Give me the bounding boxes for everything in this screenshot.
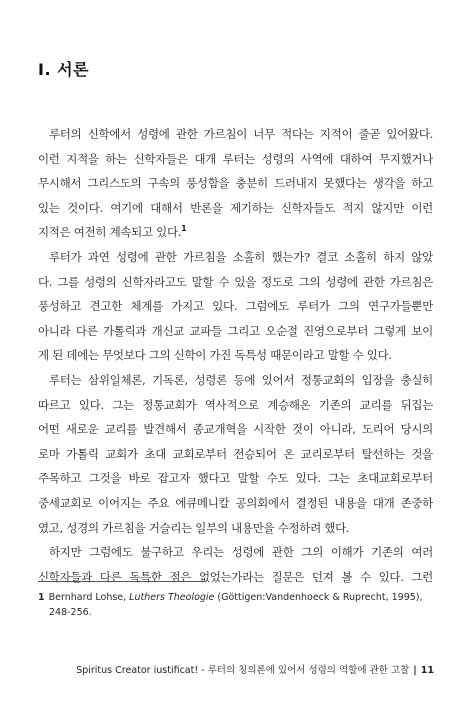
body-line: 루터의 신학에서 성령에 관한 가르침이 너무 적다는 지적이 줄곧 있어왔다. xyxy=(49,127,433,141)
body-line: 풍성하고 견고한 체계를 가지고 있다. 그럼에도 루터가 그의 연구가들뿐만 xyxy=(38,299,433,314)
footnote-line: 248-256. xyxy=(49,607,92,618)
body-line: 게 된 데에는 무엇보다 그의 신학이 가진 독특성 때문이라고 말할 수 있다. xyxy=(38,348,392,363)
body-text xyxy=(38,122,433,589)
body-line: 신학자들과 다른 독특한 점은 없었는가라는 질문은 던져 볼 수 있다. 그런 xyxy=(38,569,433,584)
running-footer xyxy=(76,664,434,678)
body-line: 다. 그를 성령의 신학자라고도 말할 수 있을 정도로 그의 성령에 관한 가르침은 xyxy=(38,274,433,289)
body-line: 주목하고 그것을 바로 잡고자 했다고 말할 수도 있다. 그는 초대교회로부터 xyxy=(38,471,433,486)
book-title: Luthers Theologie xyxy=(129,592,215,603)
body-line-with-footnote xyxy=(38,220,433,245)
section-heading: I. 서론 xyxy=(38,60,90,79)
body-line: 루터가 과연 성령에 관한 가르침을 소홀히 했는가? 결코 소홀히 하지 않았 xyxy=(49,249,433,264)
footnote-line xyxy=(38,590,438,605)
body-line: 하지만 그럼에도 불구하고 우리는 성령에 관한 그의 이해가 기존의 여러 xyxy=(49,545,433,560)
body-line: 있는 것이다. 여기에 대해서 반론을 제기하는 신학자들도 적지 않지만 이런 xyxy=(38,200,433,215)
body-line: 무시해서 그리스도의 구속의 풍성함을 충분히 드러내지 못했다는 생각을 하고 xyxy=(38,176,433,191)
body-line: 중세교회로 이어지는 주요 에큐메니칼 공의회에서 결정된 내용을 대개 존중하 xyxy=(38,495,433,510)
body-line: 어떤 새로운 교리를 발견해서 종교개혁을 시작한 것이 아니라, 도리어 당시의 xyxy=(38,422,433,437)
footnote-number: 1 xyxy=(38,592,45,603)
footnote xyxy=(38,590,438,620)
body-line-text: 지적은 여전히 계속되고 있다. xyxy=(38,225,182,240)
footnote-text: Bernhard Lohse, Luthers Theologie (Göttigen:Vandenhoeck & Ruprecht, 1995), xyxy=(48,592,423,603)
body-line: 따르고 있다. 그는 정통교회가 역사적으로 계승해온 기존의 교리를 뒤집는 xyxy=(38,397,433,412)
page-number: 11 xyxy=(420,665,434,676)
body-line: 이런 지적을 하는 신학자들은 대개 루터는 성령의 사역에 대하여 무지했거나 xyxy=(38,151,433,166)
running-title: Spiritus Creator iustificat! - 루터의 칭의론에 있어서 성령의 역할에 관한 고찰 xyxy=(76,665,410,676)
body-line: 로마 가톨릭 교회가 초대 교회로부터 전승되어 온 교리로부터 탈선하는 것을 xyxy=(38,446,433,461)
footnote-reference[interactable]: 1 xyxy=(181,224,187,234)
footnote-divider xyxy=(38,581,206,582)
footer-separator: | xyxy=(413,665,417,676)
body-line: 였고, 성경의 가르침을 거슬리는 일부의 내용만을 수정하려 했다. xyxy=(38,520,350,535)
body-line: 루터는 삼위일체론, 기독론, 성령론 등에 있어서 정통교회의 입장을 충실히 xyxy=(49,372,433,387)
body-line: 아니라 다른 가톨릭과 개신교 교파들 그리고 오순절 진영으로부터 그렇게 보이 xyxy=(38,323,433,338)
